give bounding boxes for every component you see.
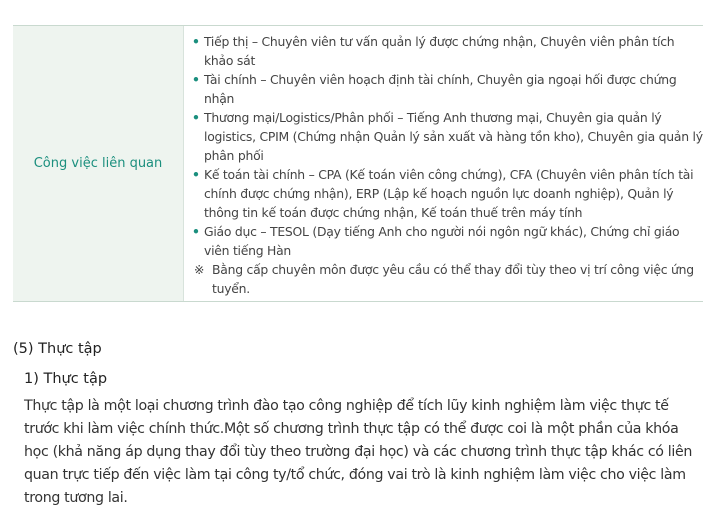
list-item-text: Thương mại/Logistics/Phân phối – Tiếng Anh thương mại, Chuyên gia quản lý logistics, CPIM (Chứng nhận Quản lý sản xuất và hàng tồn kho), Chuyên gia quản lý phân phối	[204, 110, 703, 163]
table-label: Công việc liên quan	[33, 156, 163, 171]
list-item	[192, 222, 703, 260]
related-jobs-table	[13, 25, 703, 302]
list-item	[192, 70, 703, 108]
reference-mark-icon: ※	[194, 262, 205, 277]
list-item-text: Kế toán tài chính – CPA (Kế toán viên công chứng), CFA (Chuyên viên phân tích tài chính được chứng nhận), ERP (Lập kế hoạch nguồn lực doanh nghiệp), Quản lý thông tin kế toán được chứng nhận, Kế toán thuế trên máy tính	[204, 167, 694, 220]
body-paragraph: Thực tập là một loại chương trình đào tạo công nghiệp để tích lũy kinh nghiệm làm việc thực tế trước khi làm việc chính thức.Một số chương trình thực tập có thể được coi là một phần của khóa học (khả năng áp dụng thay đổi tùy theo trường đại học) và các chương trình thực tập khác có liên quan trực tiếp đến việc làm tại công ty/tổ chức, đóng vai trò là kinh nghiệm làm việc cho việc làm trong tương lai.	[24, 398, 692, 506]
subsection-heading: 1) Thực tập	[24, 371, 108, 387]
list-item-text: Tài chính – Chuyên viên hoạch định tài chính, Chuyên gia ngoại hối được chứng nhận	[204, 72, 677, 106]
table-label-cell	[13, 26, 184, 301]
bullet-icon: •	[192, 224, 200, 239]
bullet-icon: •	[192, 110, 200, 125]
bullet-icon: •	[192, 167, 200, 182]
section-heading: (5) Thực tập	[13, 341, 102, 357]
list-item-text: Tiếp thị – Chuyên viên tư vấn quản lý được chứng nhận, Chuyên viên phân tích khảo sát	[204, 34, 675, 68]
list-item	[192, 108, 703, 165]
bullet-icon: •	[192, 34, 200, 49]
note-text: Bằng cấp chuyên môn được yêu cầu có thể thay đổi tùy theo vị trí công việc ứng tuyển.	[212, 262, 694, 296]
bullet-icon: •	[192, 72, 200, 87]
list-item	[192, 32, 703, 70]
list-item	[192, 165, 703, 222]
table-content-cell	[184, 26, 703, 301]
note	[192, 260, 703, 298]
list-item-text: Giáo dục – TESOL (Dạy tiếng Anh cho người nói ngôn ngữ khác), Chứng chỉ giáo viên tiếng Hàn	[204, 224, 680, 258]
